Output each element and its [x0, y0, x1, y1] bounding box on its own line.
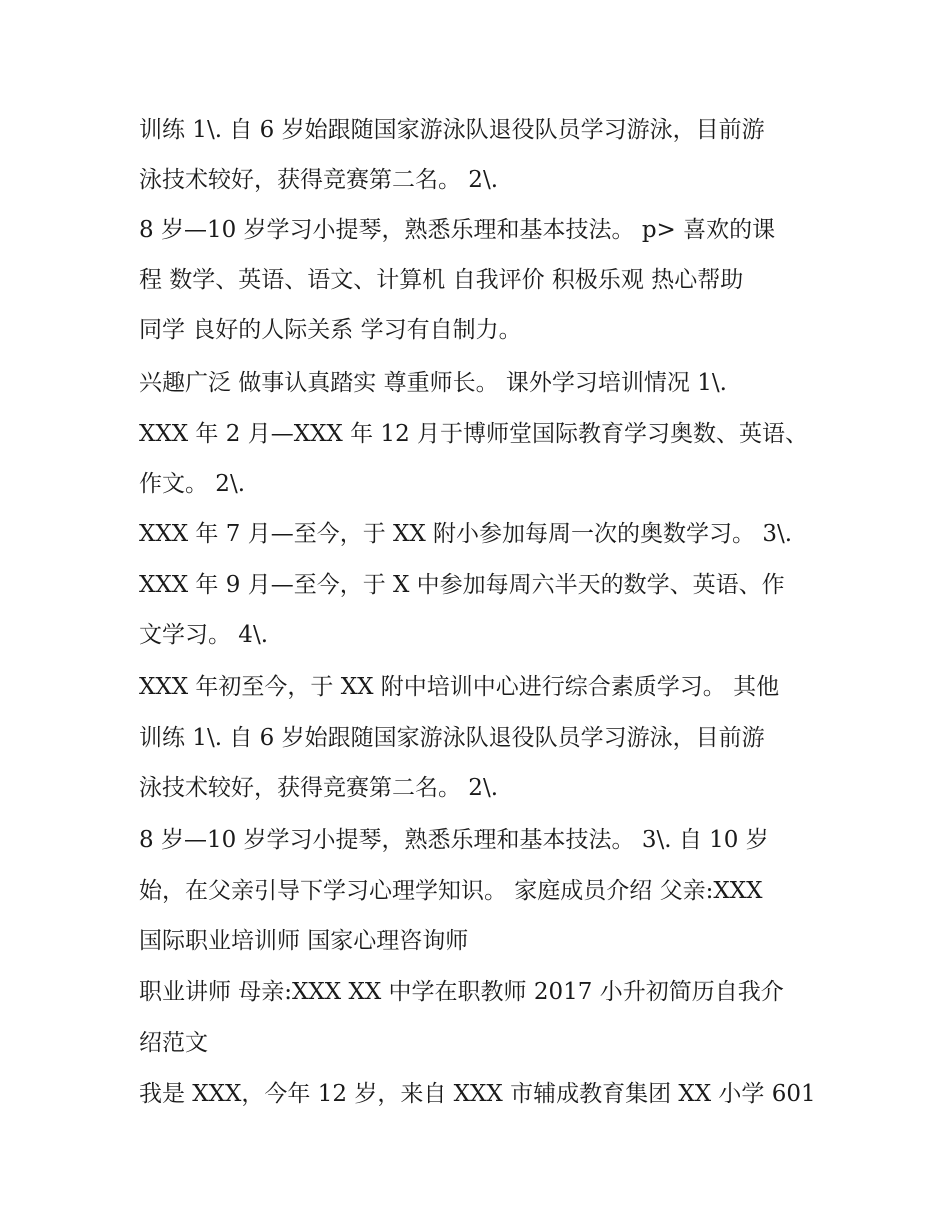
text-line: 兴趣广泛 做事认真踏实 尊重师长。 课外学习培训情况 1\.: [139, 370, 727, 396]
text-line: 8 岁—10 岁学习小提琴，熟悉乐理和基本技法。 p> 喜欢的课: [139, 217, 776, 243]
text-line: 作文。 2\.: [139, 471, 246, 497]
text-line: XXX 年初至今，于 XX 附中培训中心进行综合素质学习。 其他: [139, 674, 780, 700]
text-line: 职业讲师 母亲:XXX XX 中学在职教师 2017 小升初简历自我介: [139, 979, 784, 1005]
text-line: XXX 年 9 月—至今，于 X 中参加每周六半天的数学、英语、作: [139, 572, 785, 598]
text-line: 文学习。 4\.: [139, 622, 269, 648]
text-line: 程 数学、英语、语文、计算机 自我评价 积极乐观 热心帮助: [139, 267, 744, 293]
text-line: 泳技术较好，获得竞赛第二名。 2\.: [139, 775, 499, 801]
text-line: 8 岁—10 岁学习小提琴，熟悉乐理和基本技法。 3\. 自 10 岁: [139, 827, 769, 853]
text-line: XXX 年 7 月—至今，于 XX 附小参加每周一次的奥数学习。 3\.: [139, 521, 793, 547]
text-line: 训练 1\. 自 6 岁始跟随国家游泳队退役队员学习游泳，目前游: [139, 117, 765, 143]
text-line: XXX 年 2 月—XXX 年 12 月于博师堂国际教育学习奥数、英语、: [139, 421, 809, 447]
text-line: 训练 1\. 自 6 岁始跟随国家游泳队退役队员学习游泳，目前游: [139, 725, 765, 751]
text-line: 始，在父亲引导下学习心理学知识。 家庭成员介绍 父亲:XXX: [139, 878, 763, 904]
text-line: 我是 XXX，今年 12 岁，来自 XXX 市辅成教育集团 XX 小学 601: [139, 1081, 816, 1107]
text-line: 同学 良好的人际关系 学习有自制力。: [139, 317, 522, 343]
text-line: 泳技术较好，获得竞赛第二名。 2\.: [139, 167, 499, 193]
text-line: 绍范文: [139, 1030, 208, 1056]
text-line: 国际职业培训师 国家心理咨询师: [139, 928, 469, 954]
